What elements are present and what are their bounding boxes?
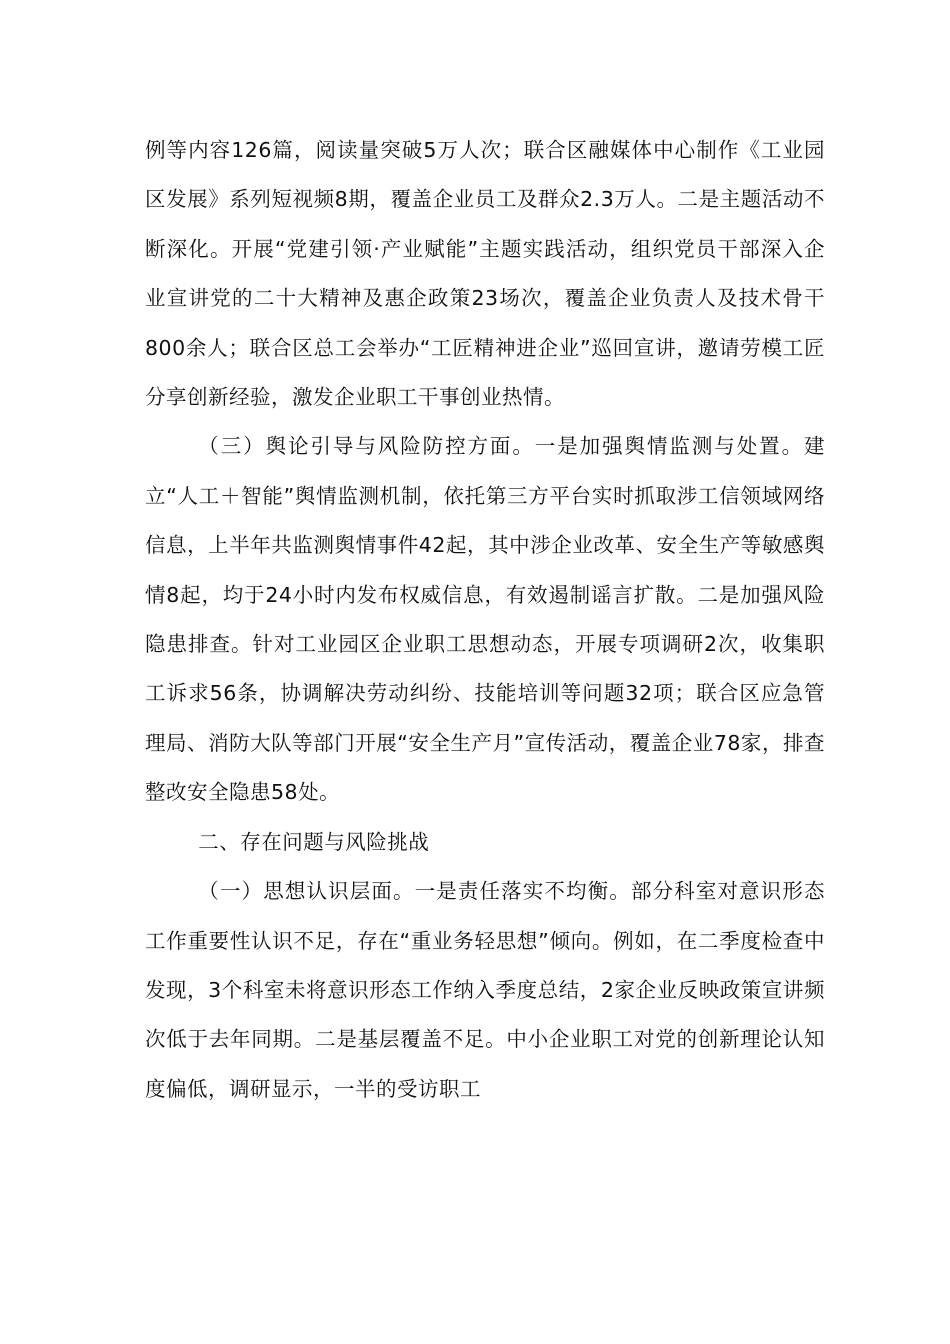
document-body	[145, 126, 825, 1114]
paragraph-opinion-guidance: （三）舆论引导与风险防控方面。一是加强舆情监测与处置。建立“人工＋智能”舆情监测机制，依托第三方平台实时抓取涉工信领域网络信息，上半年共监测舆情事件42起，其中涉企业改革、安全生产等敏感舆情8起，均于24小时内发布权威信息，有效遏制谣言扩散。二是加强风险隐患排查。针对工业园区企业职工思想动态，开展专项调研2次，收集职工诉求56条，协调解决劳动纠纷、技能培训等问题32项；联合区应急管理局、消防大队等部门开展“安全生产月”宣传活动，覆盖企业78家，排查整改安全隐患58处。	[145, 434, 825, 805]
section-heading-problems: 二、存在问题与风险挑战	[198, 829, 430, 854]
paragraph-continuation: 例等内容126篇，阅读量突破5万人次；联合区融媒体中心制作《工业园区发展》系列短视频8期，覆盖企业员工及群众2.3万人。二是主题活动不断深化。开展“党建引领·产业赋能”主题实践活动，组织党员干部深入企业宣讲党的二十大精神及惠企政策23场次，覆盖企业负责人及技术骨干800余人；联合区总工会举办“工匠精神进企业”巡回宣讲，邀请劳模工匠分享创新经验，激发企业职工干事创业热情。	[145, 138, 825, 410]
paragraph-ideological-awareness: （一）思想认识层面。一是责任落实不均衡。部分科室对意识形态工作重要性认识不足，存在“重业务轻思想”倾向。例如，在二季度检查中发现，3个科室未将意识形态工作纳入季度总结，2家企业反映政策宣讲频次低于去年同期。二是基层覆盖不足。中小企业职工对党的创新理论认知度偏低，调研显示，一半的受访职工	[145, 879, 825, 1101]
